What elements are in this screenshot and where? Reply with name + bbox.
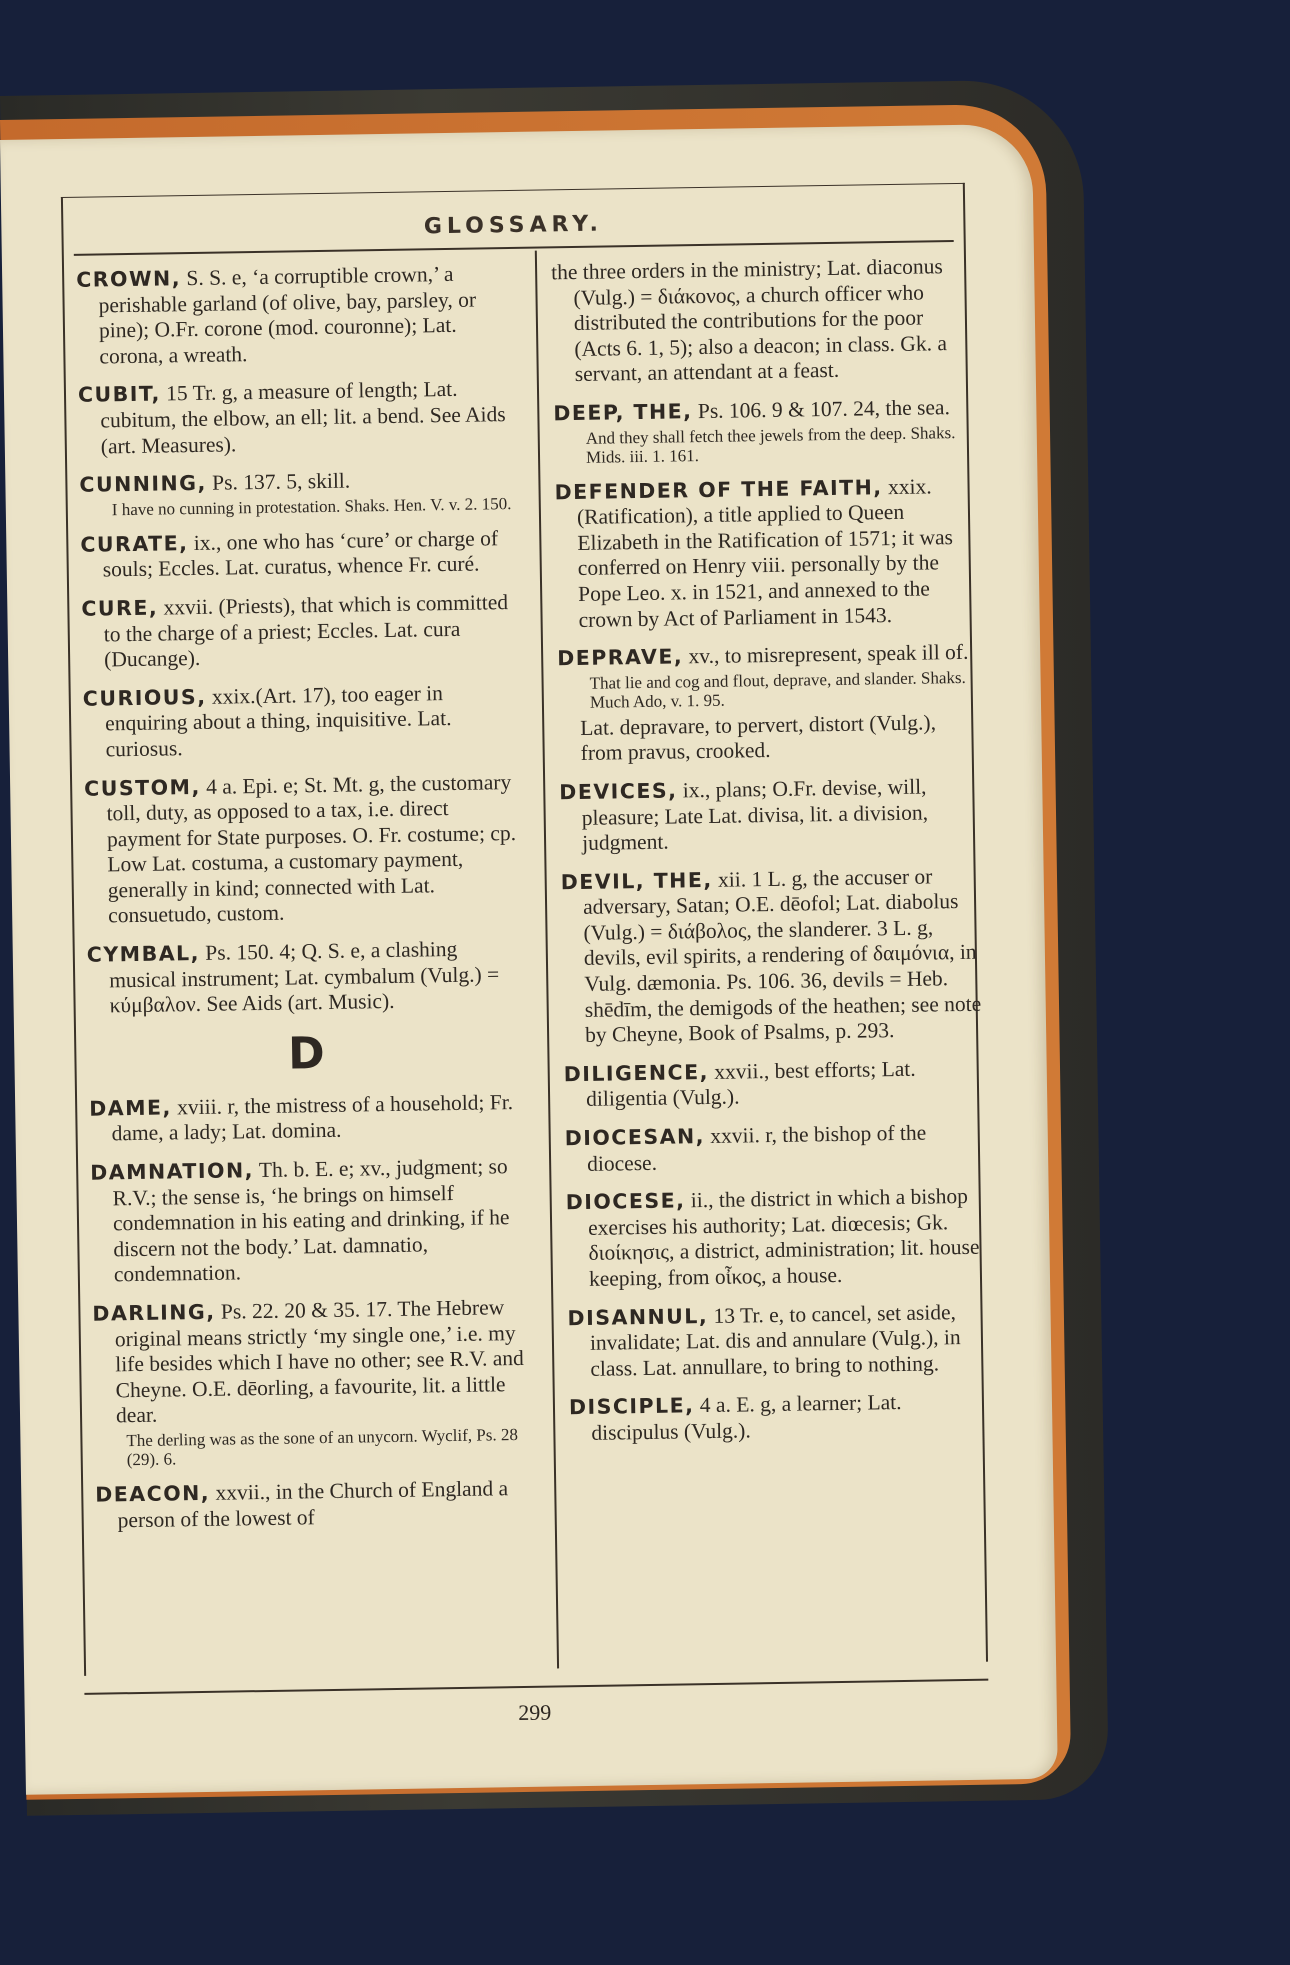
- definition: Ps. 22. 20 & 35. 17. The Hebrew original means strictly ‘my single one,’ i.e. my life besides which I have no other; see R.V. and Cheyne. O.E. dēorling, a favourite, lit. a little dear.: [114, 1295, 524, 1428]
- definition: Ps. 137. 5, skill.: [206, 468, 351, 495]
- frame-bottom-rule: [84, 1679, 988, 1695]
- citation-quote: That lie and cog and flout, deprave, and slander. Shaks. Much Ado, v. 1. 95.: [589, 667, 966, 712]
- headword: DIOCESE,: [565, 1188, 686, 1215]
- definition: xxvii. r, the bishop of the diocese.: [586, 1120, 927, 1176]
- definition: xxvii. (Priests), that which is committed to the charge of a priest; Eccles. Lat. cura (Ducange).: [103, 590, 509, 672]
- glossary-entry: [81, 590, 518, 674]
- page-number: 299: [518, 1699, 552, 1726]
- definition: 15 Tr. g, a measure of length; Lat. cubitum, the elbow, an ell; lit. a bend. See Aids (art. Measures).: [100, 377, 506, 459]
- headword: CROWN,: [76, 266, 182, 292]
- definition: xii. 1 L. g, the accuser or adversary, Satan; O.E. dēofol; Lat. diabolus (Vulg.) = διάβολος, the slanderer. 3 L. g, devils, evil spirits, a rendering of δαιμόνια, in Vulg. dæmonia. Ps. 106. 36, devils = Heb. shēdīm, the demigods of the heathen; see note by Cheyne, Book of Psalms, p. 293.: [582, 864, 982, 1048]
- headword: DIOCESAN,: [564, 1124, 706, 1151]
- headword: DEPRAVE,: [557, 644, 684, 671]
- glossary-entry: [78, 376, 515, 460]
- glossary-entry: [554, 473, 976, 633]
- glossary-entry: [92, 1295, 531, 1470]
- section-letter: D: [287, 1027, 326, 1080]
- headword: CURIOUS,: [82, 684, 207, 711]
- glossary-entry: [76, 261, 514, 370]
- headword: DEVIL, THE,: [560, 867, 713, 894]
- left-column: [76, 261, 532, 1547]
- page-header: GLOSSARY.: [423, 211, 604, 240]
- definition: S. S. e, ‘a corruptible crown,’ a perishable garland (of olive, bay, parsley, or pine); O.Fr. corone (mod. couronne); Lat. corona, a wreath.: [98, 261, 477, 369]
- definition: xxvii., best efforts; Lat. diligentia (Vulg.).: [585, 1056, 916, 1112]
- definition: the three orders in the ministry; Lat. diaconus (Vulg.) = διάκονος, a church officer who distributed the contributions for the poor (Acts 6. 1, 5); also a deacon; in class. Gk. a servant, an attendant at a feast.: [550, 254, 948, 387]
- glossary-entry: [561, 863, 984, 1049]
- headword: DEEP, THE,: [553, 399, 693, 426]
- glossary-entry: [559, 774, 980, 857]
- headword: CYMBAL,: [86, 941, 201, 967]
- definition: xv., to misrepresent, speak ill of.: [682, 639, 969, 669]
- citation-quote: And they shall fetch thee jewels from the deep. Shaks. Mids. iii. 1. 161.: [585, 422, 956, 467]
- definition: 13 Tr. e, to cancel, set aside, invalidate; Lat. dis and annulare (Vulg.), in class. Lat. annullare, to bring to nothing.: [589, 1299, 961, 1381]
- definition: Th. b. E. e; xv., judgment; so R.V.; the sense is, ‘he brings on himself condemnation in his eating and drinking, if he discern not the body.’ Lat. damnatio, condemnation.: [112, 1154, 510, 1287]
- definition: xxix.(Ratification), a title applied to Queen Elizabeth in the Ratification of 1571; it was conferred on Henry viii. personally by the Pope Leo. x. in 1521, and annexed to the crown by Act of Parliament in 1543.: [576, 473, 954, 632]
- right-column: [551, 254, 990, 1460]
- headword: DISCIPLE,: [568, 1393, 695, 1420]
- citation-quote: I have no cunning in protestation. Shaks. Hen. V. v. 2. 150.: [111, 493, 512, 520]
- definition: Ps. 150. 4; Q. S. e, a clashing musical instrument; Lat. cymbalum (Vulg.) = κύμβαλον. See Aids (art. Music).: [109, 936, 500, 1018]
- headword: DILIGENCE,: [563, 1059, 710, 1087]
- definition: Ps. 106. 9 & 107. 24, the sea.: [692, 395, 951, 424]
- glossary-entry: [564, 1056, 985, 1114]
- glossary-entry: [567, 1299, 988, 1382]
- headword: DEACON,: [95, 1480, 211, 1507]
- headword: CUNNING,: [79, 470, 208, 497]
- headword: CURE,: [81, 595, 159, 621]
- headword: CURATE,: [80, 530, 189, 557]
- headword: CUSTOM,: [84, 774, 201, 801]
- glossary-entry: [566, 1184, 988, 1293]
- glossary-entry: [557, 640, 979, 767]
- glossary-entry: [565, 1120, 986, 1178]
- glossary-entry: [87, 936, 524, 1020]
- glossary-entry: [95, 1476, 532, 1534]
- glossary-entry: [89, 1090, 526, 1148]
- headword: DEFENDER OF THE FAITH,: [554, 474, 883, 504]
- glossary-entry: [553, 395, 974, 467]
- headword: DAMNATION,: [90, 1158, 255, 1185]
- citation-quote: The derling was as the sone of an unycorn. Wyclif, Ps. 28 (29). 6.: [126, 1424, 519, 1470]
- headword: DARLING,: [92, 1299, 216, 1326]
- book-page: [0, 124, 1058, 1795]
- glossary-entry: [84, 769, 522, 929]
- page-frame: [61, 183, 988, 1676]
- definition: xviii. r, the mistress of a household; Fr. dame, a lady; Lat. domina.: [111, 1089, 514, 1146]
- definition-continued: Lat. depravare, to pervert, distort (Vulg.), from pravus, crooked.: [580, 710, 937, 766]
- definition: ii., the district in which a bishop exercises his authority; Lat. diœcesis; Gk. διοίκησις, a district, administration; lit. house keeping, from οἶκος, a house.: [587, 1184, 980, 1291]
- headword: CUBIT,: [77, 381, 161, 408]
- definition: ix., one who has ‘cure’ or charge of souls; Eccles. Lat. curatus, whence Fr. curé.: [102, 525, 499, 582]
- glossary-entry-continued: [551, 254, 973, 389]
- glossary-entry: [90, 1154, 528, 1289]
- definition: xxix.(Art. 17), too eager in enquiring about a thing, inquisitive. Lat. curiosus.: [104, 680, 452, 762]
- glossary-entry: [83, 680, 520, 764]
- headword: DEVICES,: [559, 778, 678, 805]
- glossary-entry: [80, 526, 517, 584]
- definition: ix., plans; O.Fr. devise, will, pleasure; Late Lat. divisa, lit. a division, judgment.: [581, 774, 929, 856]
- definition: 4 a. Epi. e; St. Mt. g, the customary toll, duty, as opposed to a tax, i.e. direct payment for State purposes. O. Fr. costume; cp. Low Lat. costuma, a customary payment, generally in kind; connected with Lat. consuetudo, custom.: [106, 769, 517, 928]
- glossary-entry: [79, 466, 516, 519]
- headword: DAME,: [89, 1095, 172, 1121]
- glossary-entry: [569, 1389, 990, 1447]
- definition: 4 a. E. g, a learner; Lat. discipulus (Vulg.).: [591, 1390, 902, 1445]
- definition: xxvii., in the Church of England a person of the lowest of: [117, 1476, 509, 1532]
- headword: DISANNUL,: [567, 1303, 709, 1330]
